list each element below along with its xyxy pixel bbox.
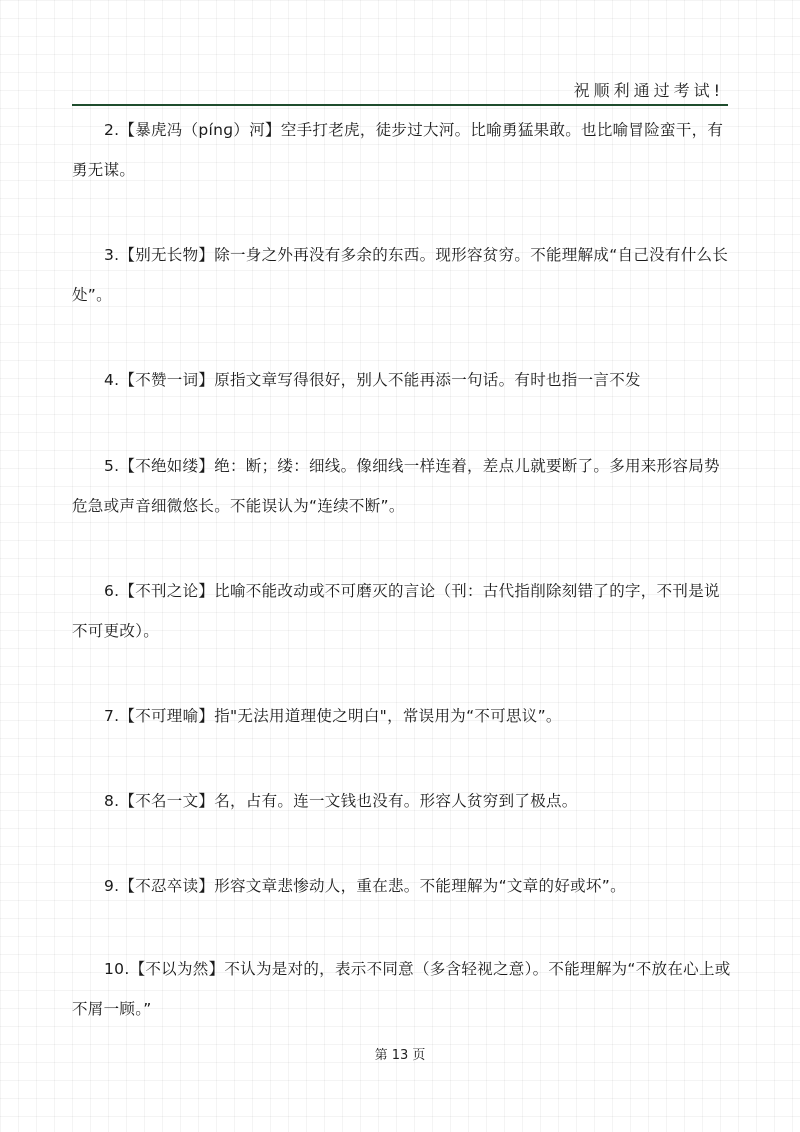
entry-term: 【不名一文】 bbox=[119, 792, 215, 810]
entry-definition: 形容文章悲惨动人，重在悲。不能理解为“文章的好或坏”。 bbox=[214, 877, 626, 895]
entry-8 bbox=[72, 781, 732, 821]
entry-term: 【不以为然】 bbox=[129, 960, 225, 978]
header-divider bbox=[72, 104, 728, 106]
entry-number: 2. bbox=[104, 121, 120, 139]
entry-number: 3. bbox=[104, 246, 120, 264]
entry-definition: 名，占有。连一文钱也没有。形容人贫穷到了极点。 bbox=[214, 792, 578, 810]
entry-9 bbox=[72, 866, 732, 906]
entry-number: 5. bbox=[104, 457, 120, 475]
entry-10 bbox=[72, 949, 732, 1029]
page-number: 第 13 页 bbox=[374, 1048, 426, 1063]
entry-number: 10. bbox=[104, 960, 130, 978]
entry-7 bbox=[72, 696, 732, 736]
entry-definition: 空手打老虎，徒步过大河。比喻勇猛果敢。也比喻冒险蛮干，有勇无谋。 bbox=[72, 121, 724, 179]
entry-number: 7. bbox=[104, 707, 120, 725]
header-motto: 祝顺利通过考试! bbox=[573, 81, 724, 100]
entry-definition: 不认为是对的，表示不同意（多含轻视之意）。不能理解为“不放在心上或不屑一顾。” bbox=[72, 960, 731, 1018]
entry-number: 6. bbox=[104, 582, 120, 600]
entry-definition: 指"无法用道理使之明白"，常误用为“不可思议”。 bbox=[214, 707, 562, 725]
entry-5 bbox=[72, 446, 732, 526]
entry-term: 【不可理喻】 bbox=[119, 707, 215, 725]
entry-number: 4. bbox=[104, 371, 120, 389]
entry-term: 【不绝如缕】 bbox=[119, 457, 215, 475]
entry-term: 【暴虎冯（pínɡ）河】 bbox=[119, 121, 281, 139]
entry-number: 8. bbox=[104, 792, 120, 810]
entry-term: 【别无长物】 bbox=[119, 246, 215, 264]
entry-definition: 绝：断；缕：细线。像细线一样连着，差点儿就要断了。多用来形容局势危急或声音细微悠长。不能误认为“连续不断”。 bbox=[72, 457, 720, 515]
entry-2 bbox=[72, 110, 732, 190]
entry-3 bbox=[72, 235, 732, 315]
entry-term: 【不忍卒读】 bbox=[119, 877, 215, 895]
entry-4 bbox=[72, 360, 732, 400]
entry-term: 【不刊之论】 bbox=[119, 582, 215, 600]
entry-definition: 比喻不能改动或不可磨灭的言论（刊：古代指削除刻错了的字，不刊是说不可更改）。 bbox=[72, 582, 720, 640]
entry-term: 【不赞一词】 bbox=[119, 371, 215, 389]
entry-definition: 原指文章写得很好，别人不能再添一句话。有时也指一言不发 bbox=[214, 371, 641, 389]
entry-definition: 除一身之外再没有多余的东西。现形容贫穷。不能理解成“自己没有什么长处”。 bbox=[72, 246, 729, 304]
entry-6 bbox=[72, 571, 732, 651]
entry-number: 9. bbox=[104, 877, 120, 895]
